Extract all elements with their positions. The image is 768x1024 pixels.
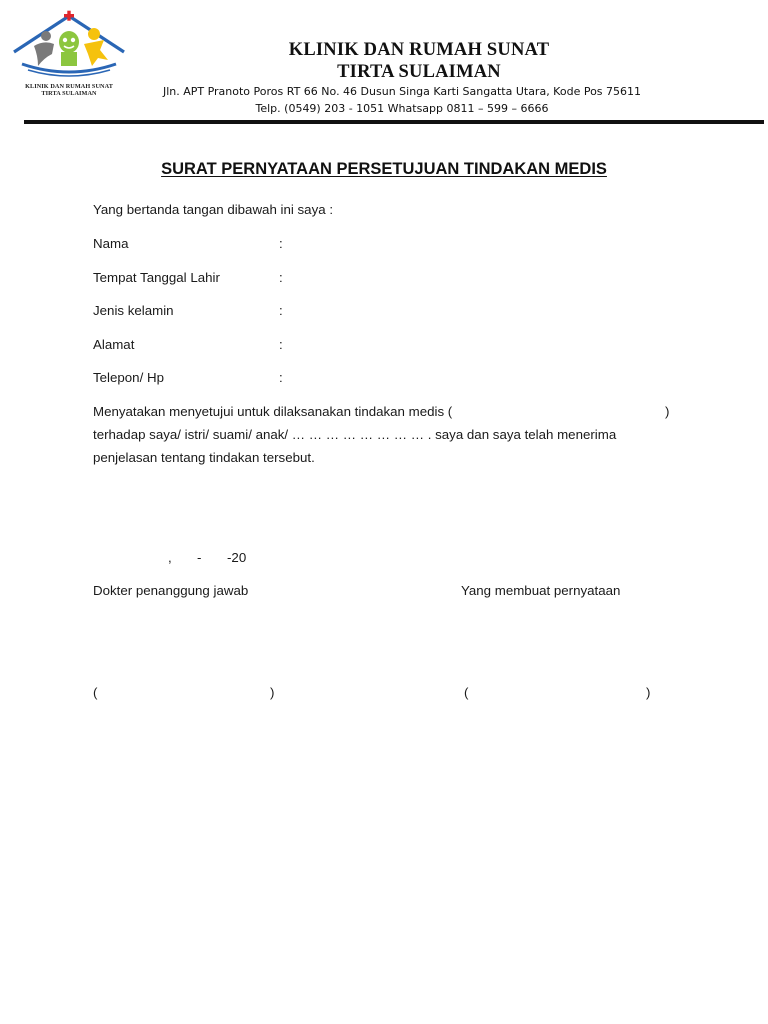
clinic-address: Jln. APT Pranoto Poros RT 66 No. 46 Dusun Singa Karti Sangatta Utara, Kode Pos 75611 — [162, 85, 642, 98]
signer-declarant-label: Yang membuat pernyataan — [461, 583, 621, 598]
header-divider — [24, 120, 764, 124]
signature-paren-close: ) — [270, 685, 275, 700]
field-label-jenis-kelamin: Jenis kelamin — [93, 303, 174, 318]
date-comma: , — [168, 550, 172, 565]
field-colon: : — [279, 337, 283, 352]
field-colon: : — [279, 270, 283, 285]
document-title: SURAT PERNYATAAN PERSETUJUAN TINDAKAN MEDIS — [161, 160, 607, 178]
statement-line1: Menyatakan menyetujui untuk dilaksanakan tindakan medis ( — [93, 404, 453, 419]
logo-text-line1: KLINIK DAN RUMAH SUNAT — [25, 83, 113, 90]
field-colon: : — [279, 303, 283, 318]
statement-line3: penjelasan tentang tindakan tersebut. — [93, 450, 315, 465]
logo-text-line2: TIRTA SULAIMAN — [41, 90, 97, 97]
clinic-logo — [8, 10, 130, 100]
clinic-name: KLINIK DAN RUMAH SUNAT — [288, 40, 550, 60]
statement-close-paren: ) — [665, 404, 670, 419]
signature-paren-open: ( — [93, 685, 98, 700]
field-label-alamat: Alamat — [93, 337, 135, 352]
date-dash: - — [197, 550, 202, 565]
field-colon: : — [279, 236, 283, 251]
signature-paren-open: ( — [464, 685, 469, 700]
statement-line2: terhadap saya/ istri/ suami/ anak/ … … … … … … … … . saya dan saya telah menerima — [93, 427, 617, 442]
field-label-nama: Nama — [93, 236, 129, 251]
date-year: -20 — [227, 550, 247, 565]
logo-graphic-icon — [8, 10, 130, 80]
clinic-subname: TIRTA SULAIMAN — [337, 62, 501, 82]
field-label-telepon: Telepon/ Hp — [93, 370, 164, 385]
signer-doctor-label: Dokter penanggung jawab — [93, 583, 249, 598]
clinic-phone: Telp. (0549) 203 - 1051 Whatsapp 0811 – 599 – 6666 — [255, 102, 549, 115]
signature-paren-close: ) — [646, 685, 651, 700]
field-colon: : — [279, 370, 283, 385]
intro-text: Yang bertanda tangan dibawah ini saya : — [93, 202, 334, 217]
field-label-ttl: Tempat Tanggal Lahir — [93, 270, 220, 285]
